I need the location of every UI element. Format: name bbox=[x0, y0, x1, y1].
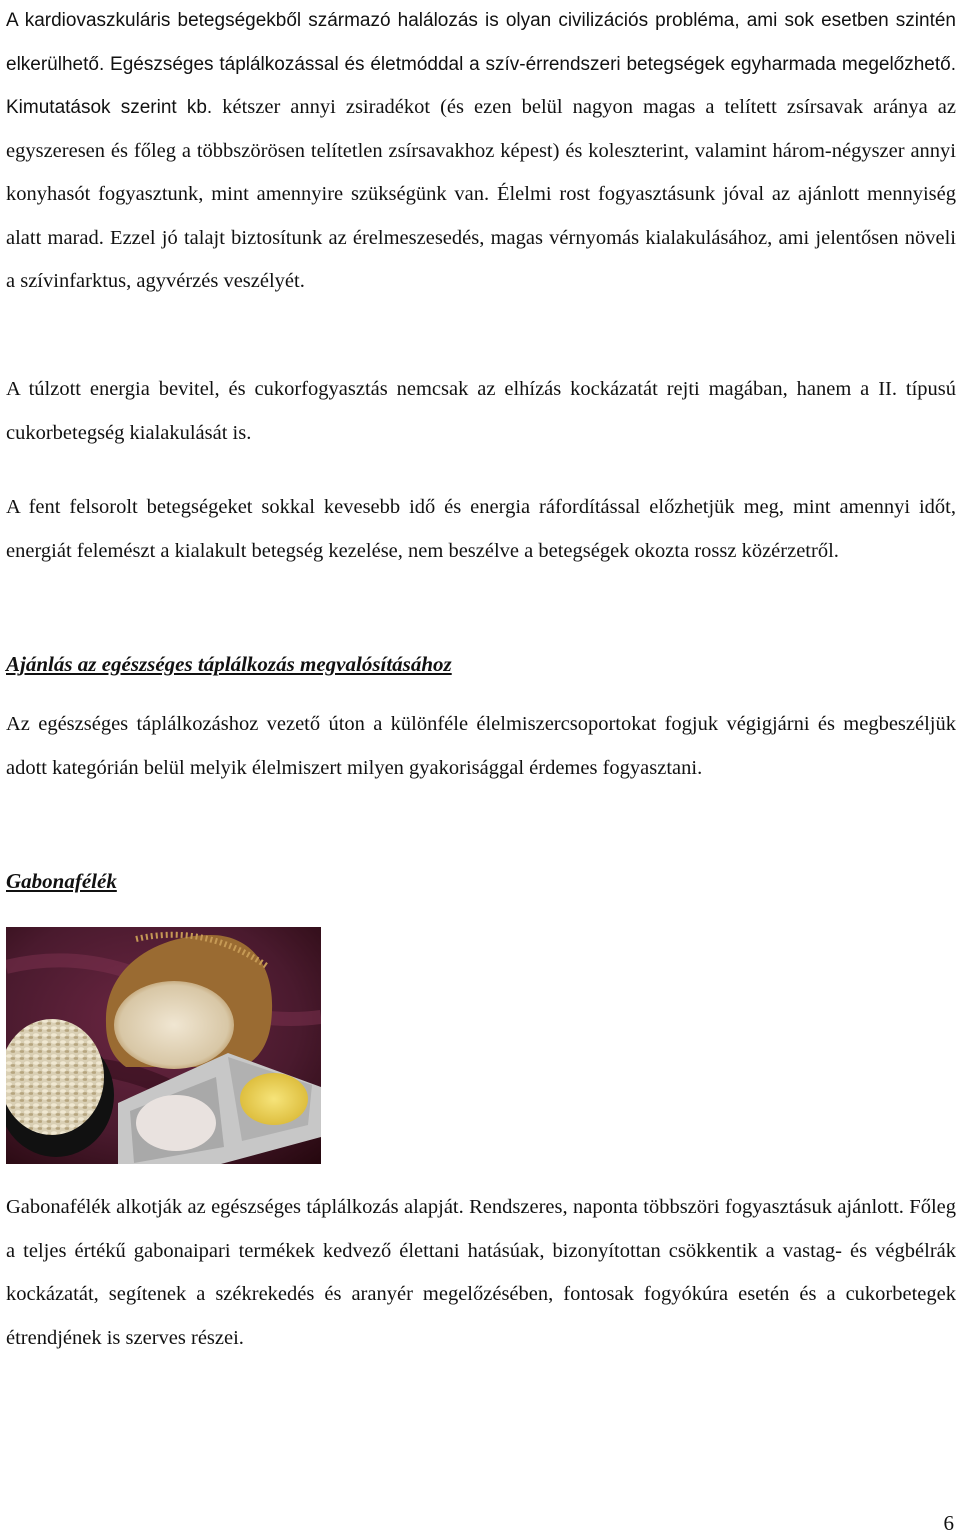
flour-pile bbox=[136, 1095, 216, 1151]
paragraph-cardiovascular-sans-part: A kardiovaszkuláris betegségekből származó halálozás is olyan civilizációs probléma, ami sok esetben szintén elkerülhető. Egészséges táplálkozással és életmóddal a szív-érrendszeri betegségek egyharmada megelőzhető. Kimutatások szerint kb. bbox=[6, 10, 956, 118]
paragraph-energy-sugar: A túlzott energia bevitel, és cukorfogyasztás nemcsak az elhízás kockázatát rejti magában, hanem a II. típusú cukorbetegség kialakulását is. bbox=[6, 378, 956, 444]
paragraph-grains: Gabonafélék alkotják az egészséges táplálkozás alapját. Rendszeres, naponta többszöri fogyasztásuk ajánlott. Főleg a teljes értékű gabonaipari termékek kedvező élettani hatásúak, bizonyítottan csökkentik a vastag- és végbélrák kockázatát, segítenek a székrekedés és aranyér megelőzésében, fontosak fogyókúra esetén és a cukorbetegek étrendjének is szerves részei. bbox=[6, 1196, 956, 1349]
cornmeal-pile bbox=[240, 1073, 308, 1125]
heading-recommendation: Ajánlás az egészséges táplálkozás megvalósításához bbox=[6, 652, 452, 676]
page-number: 6 bbox=[943, 1511, 954, 1535]
paragraph-cardiovascular-serif-part: kétszer annyi zsiradékot (és ezen belül nagyon magas a telített zsírsavak aránya az egyszeresen és főleg a többszörösen telítetlen zsírsavakhoz képest) és koleszterint, valamint három-négyszer annyi konyhasót fogyasztunk, mint amennyire szükségünk van. Élelmi rost fogyasztásunk jóval az ajánlott mennyiség alatt marad. Ezzel jó talajt biztosítunk az érelmeszesedés, magas vérnyomás kialakulásához, ami jelentősen növeli a szívinfarktus, agyvérzés veszélyét. bbox=[6, 96, 956, 292]
heading-grains: Gabonafélék bbox=[6, 869, 117, 893]
grains-bread-photo bbox=[6, 927, 321, 1164]
paragraph-food-groups: Az egészséges táplálkozáshoz vezető úton a különféle élelmiszercsoportokat fogjuk végigjárni és megbeszéljük adott kategórián belül melyik élelmiszert milyen gyakorisággal érdemes fogyasztani. bbox=[6, 713, 956, 779]
paragraph-prevention: A fent felsorolt betegségeket sokkal kevesebb idő és energia ráfordítással előzhetjük meg, mint amennyi időt, energiát felemészt a kialakult betegség kezelése, nem beszélve a betegségek okozta rossz közérzetről. bbox=[6, 496, 956, 562]
bread-slice bbox=[114, 981, 234, 1069]
paragraph-cardiovascular bbox=[6, 0, 956, 304]
